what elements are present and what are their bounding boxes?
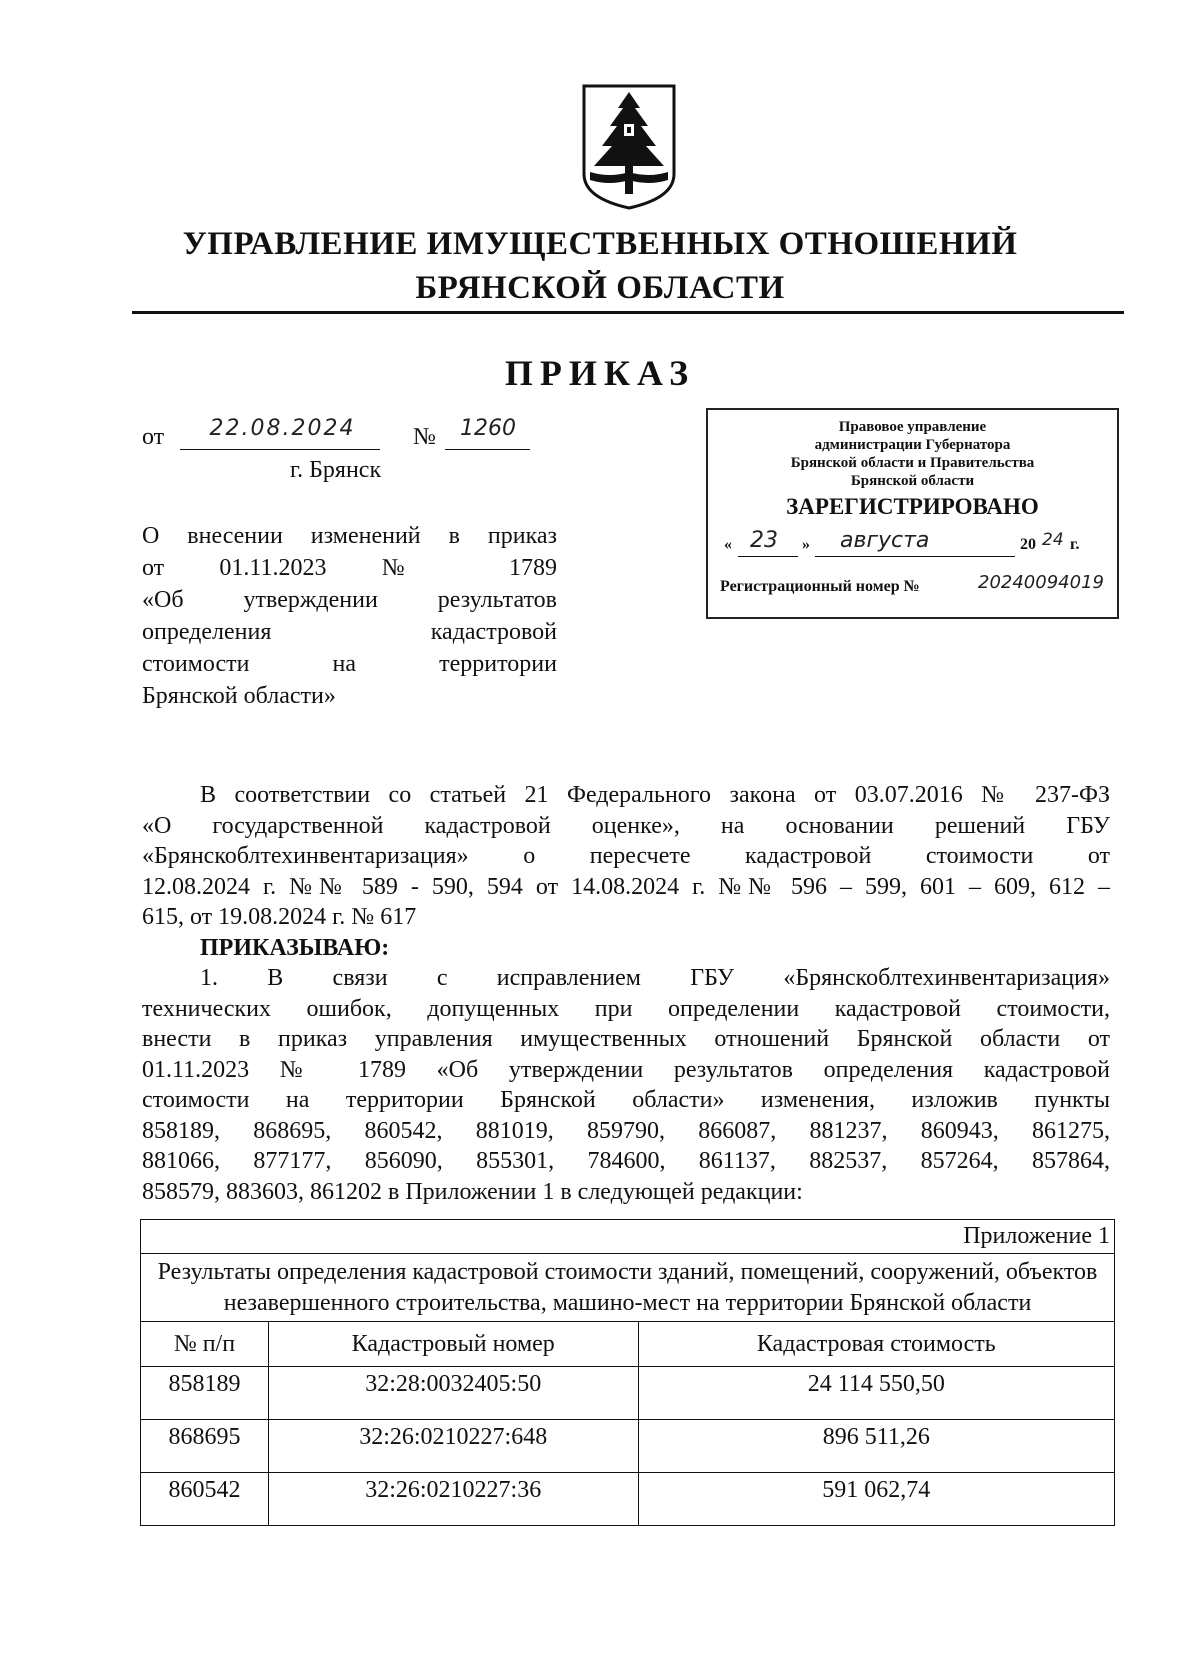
cadastral-number: 32:26:0210227:36 xyxy=(268,1473,638,1526)
stamp-month-handwritten: августа xyxy=(840,528,930,553)
item-1-line: внести в приказ управления имущественных отношений Брянской области от xyxy=(142,1026,1110,1052)
registration-stamp: Правовое управление администрации Губернатора Брянской области и Правительства Брянской области ЗАРЕГИСТРИРОВАНО « 23 » августа 20 24 г. Регистрационный номер № 20240094019 xyxy=(706,408,1119,619)
cadastral-number: 32:26:0210227:648 xyxy=(268,1420,638,1473)
preamble-line: «Брянскоблтехинвентаризация» о пересчете кадастровой стоимости от xyxy=(142,843,1110,869)
stamp-year-prefix: 20 xyxy=(1020,536,1036,553)
subject-line: Брянской области» xyxy=(142,683,336,709)
order-subject xyxy=(142,520,557,712)
subject-line: определения кадастровой xyxy=(142,619,557,645)
row-number: 868695 xyxy=(141,1420,269,1473)
preamble xyxy=(142,780,1110,1207)
date-underline xyxy=(180,449,380,450)
item-1-line: 01.11.2023 № 1789 «Об утверждении результатов определения кадастровой xyxy=(142,1056,1110,1083)
cadastral-value: 591 062,74 xyxy=(638,1473,1114,1526)
preamble-line: «О государственной кадастровой оценке», на основании решений ГБУ xyxy=(142,812,1110,839)
table-row xyxy=(141,1473,1115,1526)
item-1-line: 858189, 868695, 860542, 881019, 859790, 866087, 881237, 860943, 861275, xyxy=(142,1117,1110,1144)
cadastral-value: 24 114 550,50 xyxy=(638,1367,1114,1420)
subject-line: стоимости на территории xyxy=(142,651,557,677)
organization-name-line2: БРЯНСКОЙ ОБЛАСТИ xyxy=(415,270,785,306)
item-1-line: стоимости на территории Брянской области» изменения, изложив пункты xyxy=(142,1087,1110,1113)
column-header: Кадастровый номер xyxy=(268,1322,638,1367)
item-1-line: 881066, 877177, 856090, 855301, 784600, 861137, 882537, 857264, 857864, xyxy=(142,1148,1110,1174)
subject-line: О внесении изменений в приказ xyxy=(142,523,557,549)
item-1-line: технических ошибок, допущенных при определении кадастровой стоимости, xyxy=(142,995,1110,1022)
stamp-reg-label: Регистрационный номер № xyxy=(720,578,920,595)
order-number-handwritten: 1260 xyxy=(460,416,516,441)
row-number: 858189 xyxy=(141,1367,269,1420)
table-row xyxy=(141,1420,1115,1473)
header-divider xyxy=(132,311,1124,314)
preamble-line: 615, от 19.08.2024 г. № 617 xyxy=(142,904,417,930)
subject-line: «Об утверждении результатов xyxy=(142,587,557,613)
stamp-registered-label: ЗАРЕГИСТРИРОВАНО xyxy=(786,494,1039,519)
table-row xyxy=(141,1367,1115,1420)
stamp-day-handwritten: 23 xyxy=(750,528,778,553)
number-label: № xyxy=(413,424,436,450)
date-prefix-label: от xyxy=(142,424,165,450)
cadastral-number: 32:28:0032405:50 xyxy=(268,1367,638,1420)
organization-name-line1: УПРАВЛЕНИЕ ИМУЩЕСТВЕННЫХ ОТНОШЕНИЙ xyxy=(182,226,1018,262)
stamp-line: Правовое управление xyxy=(838,419,987,435)
stamp-line: Брянской области и Правительства xyxy=(790,455,1035,471)
decree-word: ПРИКАЗЫВАЮ: xyxy=(200,934,390,961)
preamble-line: В соответствии со статьей 21 Федерального закона от 03.07.2016 № 237-ФЗ xyxy=(200,782,1110,808)
number-underline xyxy=(445,449,530,450)
stamp-reg-number-handwritten: 20240094019 xyxy=(978,572,1104,593)
item-1-line: 858579, 883603, 861202 в Приложении 1 в следующей редакции: xyxy=(142,1178,803,1205)
appendix-label: Приложение 1 xyxy=(141,1220,1115,1254)
coat-of-arms-emblem xyxy=(580,82,678,210)
stamp-line: Брянской области xyxy=(850,473,975,489)
stamp-line: администрации Губернатора xyxy=(814,437,1011,453)
preamble-line: 12.08.2024 г. №№ 589 - 590, 594 от 14.08.2024 г. №№ 596 – 599, 601 – 609, 612 – xyxy=(142,873,1110,900)
cadastral-value: 896 511,26 xyxy=(638,1420,1114,1473)
stamp-reg-row xyxy=(720,572,1115,596)
row-number: 860542 xyxy=(141,1473,269,1526)
order-date-handwritten: 22.08.2024 xyxy=(209,416,356,441)
column-header: № п/п xyxy=(141,1322,269,1367)
stamp-year-handwritten: 24 xyxy=(1042,530,1064,550)
stamp-year-suffix: г. xyxy=(1070,536,1080,553)
table-title: Результаты определения кадастровой стоимости зданий, помещений, сооружений, объектов незавершенного строительства, машино-мест на территории Брянской области xyxy=(141,1254,1115,1322)
item-1-line: 1. В связи с исправлением ГБУ «Брянскоблтехинвентаризация» xyxy=(200,965,1110,991)
cadastral-results-table xyxy=(140,1219,1115,1526)
document-type-title: ПРИКАЗ xyxy=(504,353,696,393)
column-header: Кадастровая стоимость xyxy=(638,1322,1114,1367)
city-name: г. Брянск xyxy=(290,457,382,483)
subject-line: от 01.11.2023 № 1789 xyxy=(142,555,557,581)
